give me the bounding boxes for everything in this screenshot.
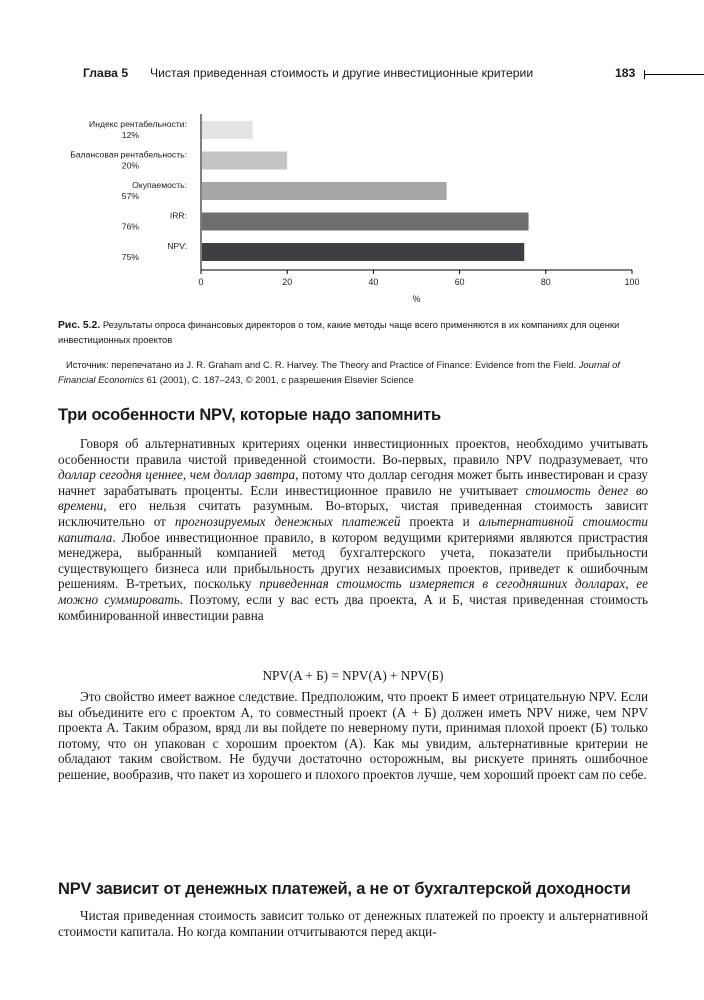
source-text-a: Источник: перепечатано из J. R. Graham and C. R. Harvey. The Theory and Practice of Finance: Evidence from the Field. xyxy=(66,359,577,370)
data-label: 12% xyxy=(121,130,139,140)
source-journal: Journal of Financial Economics xyxy=(58,359,620,385)
emphasis-text: альтернативной стоимости капитала xyxy=(58,513,648,545)
tick-label: 20 xyxy=(282,277,293,287)
survey-bar-chart xyxy=(0,108,704,313)
figure-caption xyxy=(58,318,648,347)
section-heading-cash-flows: NPV зависит от денежных платежей, а не от бухгалтерской доходности xyxy=(58,880,631,898)
text-run: проекта и xyxy=(400,513,479,529)
bar xyxy=(202,121,253,139)
tick-label: 80 xyxy=(540,277,551,287)
section-heading-three-features: Три особенности NPV, которые надо запомнить xyxy=(58,406,441,424)
tick-label: 60 xyxy=(454,277,465,287)
x-axis-label: % xyxy=(412,294,421,304)
emphasis-text: стоимость денег во времени xyxy=(58,482,649,514)
emphasis-text: доллар сегодня ценнее, чем доллар завтра xyxy=(58,467,296,483)
chart-canvas xyxy=(0,108,704,308)
header-rule xyxy=(644,74,704,75)
category-label: Окупаемость: xyxy=(132,180,187,190)
category-label: Балансовая рентабельность: xyxy=(70,149,187,160)
text-run: Говоря об альтернативных критериях оценки инвестиционных проектов, необходимо учитывать особенности правила чистой приведенной стоимости. Во-первых, правило NPV подразумевает, что xyxy=(58,436,648,467)
paragraph-npv-features xyxy=(58,436,648,623)
data-label: 75% xyxy=(121,252,139,262)
text-run: . Любое инвестиционное правило, в котором ведущими критериями являются пристрастия менеджера, выбранный компанией метод бухгалтерского учета, показатели прибыльности существующего бизнеса или прибыльность других независимых проектов, приведет к ошибочным решениям. В-третьих, поскольку xyxy=(58,529,648,592)
data-label: 20% xyxy=(121,160,139,171)
bar xyxy=(202,152,287,170)
emphasis-text: прогнозируемых денежных платежей xyxy=(174,513,401,529)
category-label: IRR: xyxy=(169,210,187,221)
category-label: NPV: xyxy=(167,241,187,251)
running-header xyxy=(83,66,704,84)
figure-source xyxy=(58,357,648,387)
data-label: 76% xyxy=(121,221,139,232)
tick-label: 0 xyxy=(198,277,204,287)
npv-additivity-formula: NPV(A + Б) = NPV(A) + NPV(Б) xyxy=(262,668,444,683)
emphasis-text: приведенная стоимость измеряется в сегодняшних долларах, ее можно суммировать xyxy=(58,576,648,607)
bar xyxy=(202,213,529,231)
chapter-title: Чистая приведенная стоимость и другие инвестиционные критерии xyxy=(150,66,534,80)
chapter-label: Глава 5 xyxy=(83,66,129,80)
tick-label: 40 xyxy=(368,277,379,287)
tick-label: 100 xyxy=(624,277,640,287)
bar xyxy=(202,182,447,200)
page-number: 183 xyxy=(615,66,636,80)
figure-caption-text: Результаты опроса финансовых директоров о том, какие методы чаще всего применяются в их компаниях для оценки инвестиционных проектов xyxy=(58,319,620,345)
category-label: Индекс рентабельности: xyxy=(89,119,187,129)
source-text-b: 61 (2001), С. 187–243, © 2001, с разрешения Elsevier Science xyxy=(146,374,414,385)
paragraph-npv-consequence: Это свойство имеет важное следствие. Предположим, что проект Б имеет отрицательную NPV. Если вы объедините его с проектом А, то совместный проект (А + Б) должен иметь NPV ниже, чем NPV проекта А. Таким образом, вряд ли вы пойдете по неверному пути, принимая плохой проект (Б) только потому, что он упакован с хорошим проектом (А). Как мы увидим, альтернативные критерии не обладают таким свойством. Не будучи достаточно осторожным, вы рискуете принять ошибочное решение, вообразив, что пакет из хорошего и плохого проектов лучше, чем хороший проект сам по себе. xyxy=(58,689,648,782)
figure-label: Рис. 5.2. xyxy=(58,320,101,331)
bar xyxy=(202,243,524,261)
text-run: . Поэтому, если у вас есть два проекта, А и Б, чистая приведенная стоимость комбинированной инвестиции равна xyxy=(58,591,648,623)
paragraph-cash-flows: Чистая приведенная стоимость зависит только от денежных платежей по проекту и альтернативной стоимости капитала. Но когда компании отчитываются перед акци- xyxy=(58,908,648,939)
text-run: , потому что доллар сегодня может быть инвестирован и сразу начнет зарабатывать проценты. Если инвестиционное правило не учитывает xyxy=(58,467,649,498)
text-run: , его нельзя считать разумным. Во-вторых, чистая приведенная стоимость зависит исключительно от xyxy=(58,498,648,529)
data-label: 57% xyxy=(121,191,139,201)
